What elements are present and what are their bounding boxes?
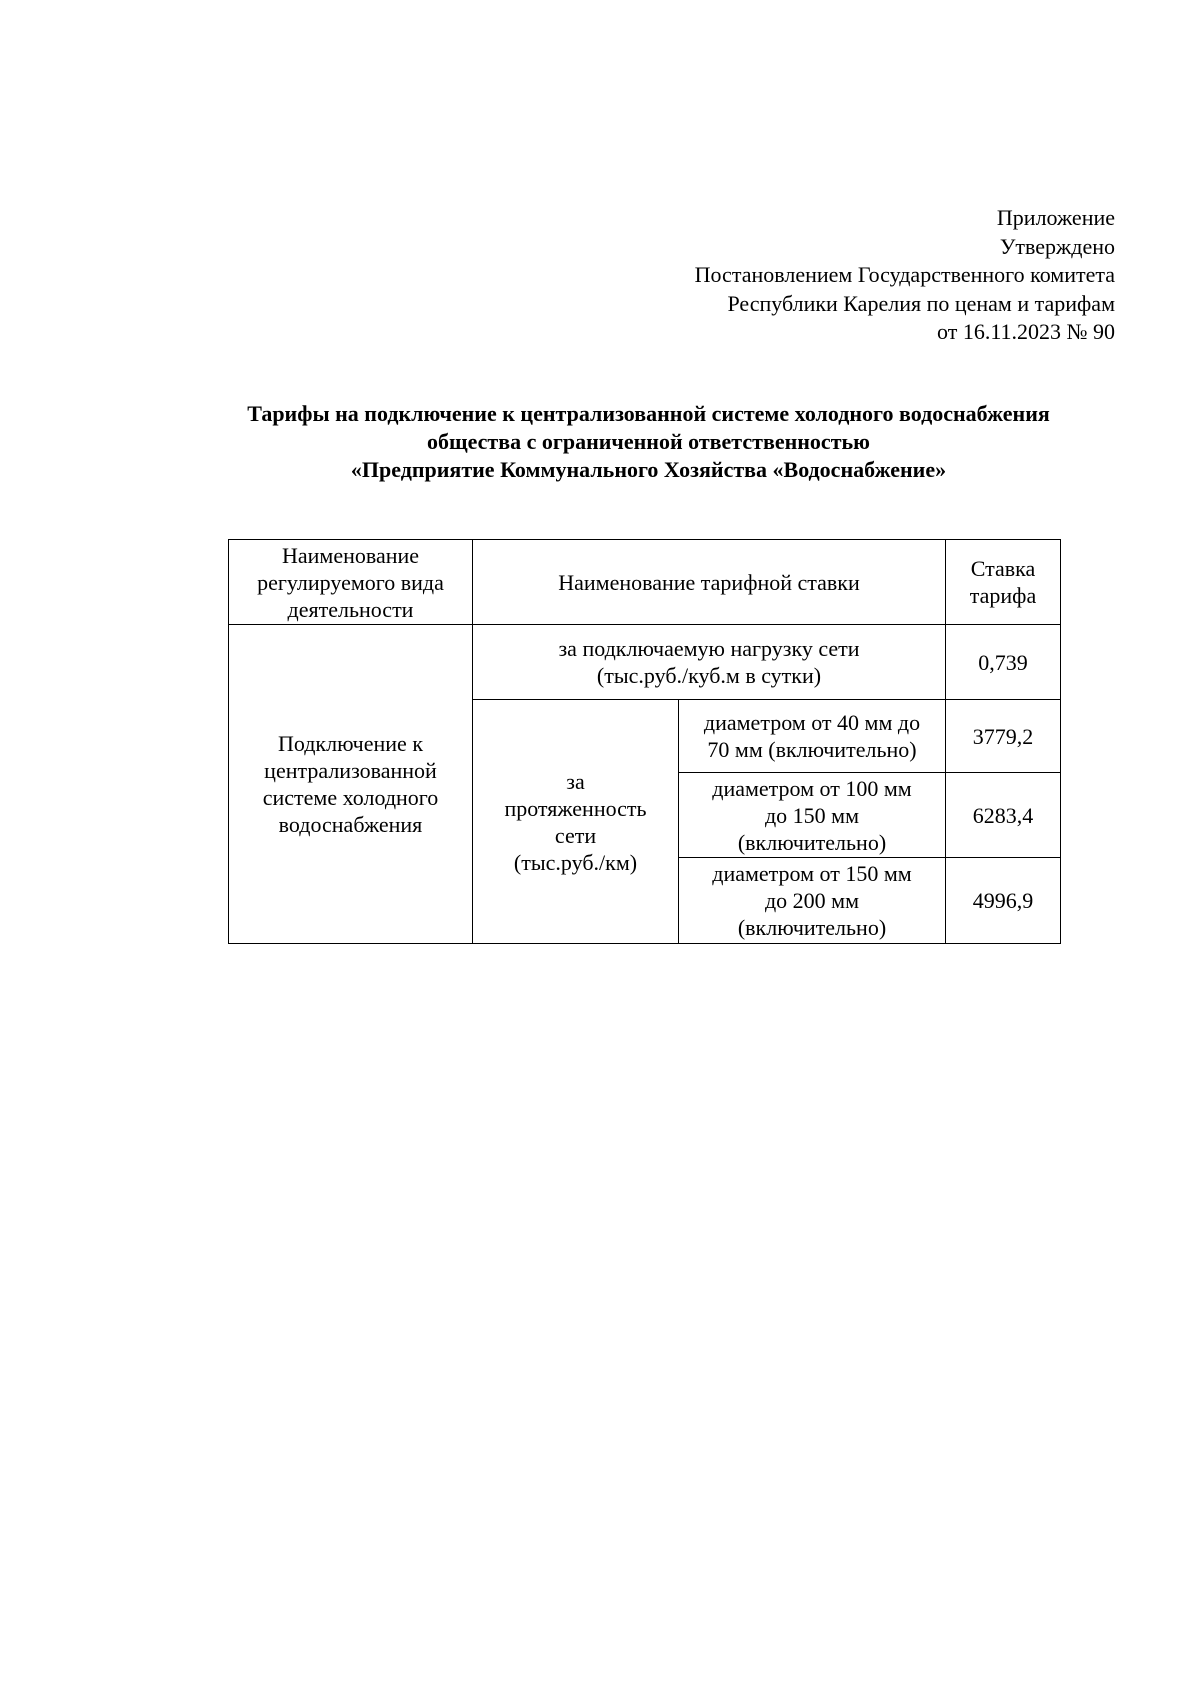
length-rate-line: за <box>566 768 585 794</box>
table-row <box>229 625 1061 700</box>
diameter-value: 4996,9 <box>972 888 1034 913</box>
length-rate-line: (тыс.руб./км) <box>513 849 638 875</box>
title-line-3: «Предприятие Коммунального Хозяйства «Водоснабжение» <box>350 457 947 482</box>
header-rate-name-cell <box>473 540 946 625</box>
header-rate-value-line: тарифа <box>969 583 1037 608</box>
header-annex: Приложение <box>996 205 1115 230</box>
load-rate-value-cell <box>946 625 1061 700</box>
diameter-label-line: 70 мм (включительно) <box>707 737 917 762</box>
header-approved: Утверждено <box>999 233 1115 259</box>
title-line-1: Тарифы на подключение к централизованной системе холодного водоснабжения <box>247 401 1050 426</box>
approval-header <box>695 204 1115 347</box>
diameter-label-cell <box>679 773 946 858</box>
diameter-value: 6283,4 <box>972 802 1034 828</box>
length-rate-line: сети <box>554 822 597 848</box>
diameter-label-line: диаметром от 100 мм <box>712 775 912 801</box>
title-line-2: общества с ограниченной ответственностью <box>427 429 870 454</box>
diameter-value-cell <box>946 700 1061 773</box>
header-activity-line: регулируемого вида <box>257 569 444 595</box>
load-rate-line: за подключаемую нагрузку сети <box>558 636 860 661</box>
header-activity-line: деятельности <box>287 596 414 622</box>
length-rate-line: протяженность <box>504 795 647 821</box>
header-date-number: от 16.11.2023 № 90 <box>937 319 1115 344</box>
header-committee: Республики Карелия по ценам и тарифам <box>727 290 1115 316</box>
diameter-label-cell <box>679 700 946 773</box>
diameter-label-line: до 200 мм <box>764 888 860 913</box>
header-activity-cell <box>229 540 473 625</box>
diameter-label-line: (включительно) <box>737 829 887 855</box>
diameter-label-line: диаметром от 150 мм <box>712 861 912 886</box>
diameter-label-line: до 150 мм <box>764 802 860 828</box>
activity-line: системе холодного <box>262 785 439 810</box>
table-header-row <box>229 540 1061 625</box>
diameter-label-line: диаметром от 40 мм до <box>703 710 921 735</box>
header-rate-name: Наименование тарифной ставки <box>558 569 860 595</box>
activity-line: централизованной <box>264 758 437 783</box>
diameter-label-cell <box>679 858 946 944</box>
header-activity-line: Наименование <box>281 542 420 568</box>
diameter-value: 3779,2 <box>972 723 1034 749</box>
header-rate-value-cell <box>946 540 1061 625</box>
load-rate-name-cell <box>473 625 946 700</box>
header-resolution: Постановлением Государственного комитета <box>694 262 1115 287</box>
document-title <box>0 400 1200 484</box>
activity-cell <box>229 625 473 944</box>
load-rate-value: 0,739 <box>978 649 1028 675</box>
activity-line: водоснабжения <box>278 812 423 837</box>
load-rate-line: (тыс.руб./куб.м в сутки) <box>596 663 822 688</box>
activity-line: Подключение к <box>277 731 424 756</box>
length-rate-name-cell <box>473 700 679 944</box>
header-rate-value-line: Ставка <box>970 556 1036 581</box>
diameter-label-line: (включительно) <box>737 915 887 940</box>
tariff-table <box>228 539 1061 944</box>
diameter-value-cell <box>946 773 1061 858</box>
diameter-value-cell <box>946 858 1061 944</box>
